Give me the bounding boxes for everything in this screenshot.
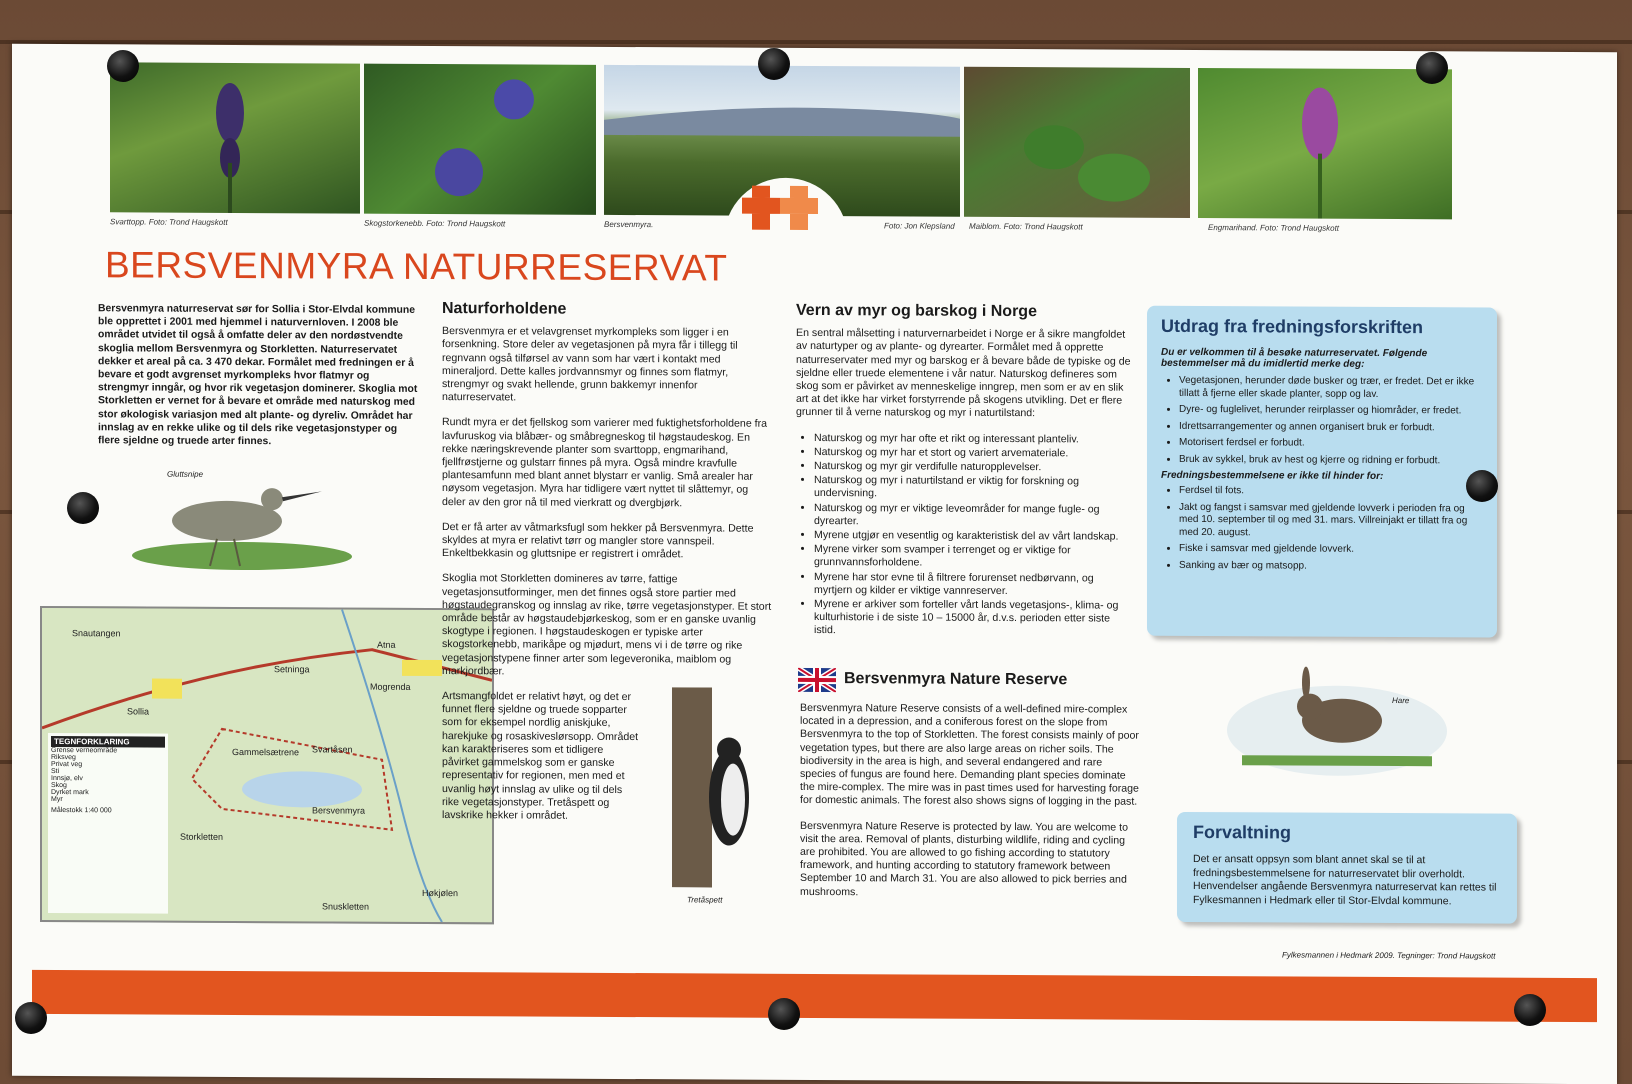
list-item: • Naturskog og myr har et stort og variert arvemateriale. <box>814 446 1131 461</box>
uk-flag-icon <box>798 668 836 692</box>
vern-heading: Vern av myr og barskog i Norge <box>796 301 1037 321</box>
photo-caption: Maiblom. Foto: Trond Haugskott <box>969 221 1083 232</box>
rules-box <box>1147 306 1497 638</box>
vern-list <box>796 432 1131 640</box>
list-item: • Myrene utgjør en vesentlig og karakteristisk del av vårt landskap. <box>814 529 1131 544</box>
photo-maiblom <box>964 67 1190 218</box>
map-place: Setninga <box>274 664 310 675</box>
intro-text: Bersvenmyra naturreservat sør for Sollia i Stor-Elvdal kommune ble opprettet i 2001 med hjemmel i naturvernloven. I 2008 ble området utvidet til også å omfatte deler av den nordøstvendte skoglia mellom Bersvenmyra og Storkletten. Naturreservatet dekker et areal på ca. 3 470 dekar. Formålet med fredningen er å bevare et godt avgrenset myrkompleks hvor flatmyr og strengmyr inngår, og hvor rik vegetasjon dominerer. Skoglia mot Storkletten er vernet for å bevare et område med naturskog med stor økologisk variasjon med alt plante- og dyreliv. Området har innslag av en rekke ulike og til dels rike vegetasjonstyper og flere sjeldne og truede arter finnes. <box>98 303 418 448</box>
area-map <box>40 606 494 924</box>
rules-intro: Du er velkommen til å besøke naturreservatet. Følgende bestemmelser må du imidlertid merke deg: <box>1161 346 1428 370</box>
map-place: Gammelsætrene <box>232 746 300 758</box>
bird-label: Gluttsnipe <box>167 469 204 479</box>
list-item: • Vegetasjonen, herunder døde busker og trær, er fredet. Det er ikke tillatt å fjerne eller skade planter, sopp og lav. <box>1179 375 1483 402</box>
photo-skogstorkenebb <box>364 64 596 215</box>
wood-plank-line <box>0 40 1632 44</box>
credit-line: Fylkesmannen i Hedmark 2009. Tegninger: Trond Haugskott <box>1282 950 1496 961</box>
rules-list <box>1161 375 1483 468</box>
photo-engmarihand <box>1198 68 1452 219</box>
nature-paragraph: Bersvenmyra er et velavgrenset myrkompleks som ligger i en forsenkning. Store deler av vegetasjonen på myra får i tillegg til regnvann også tilførsel av vann som har vært i kontakt med mineraljord. Dette kalles jordvannsmyr og finnes som flatmyr, strengmyr og svakt hellende, grunn bakkemyr innenfor naturreservatet. <box>442 325 738 404</box>
legend-item: Innsjø, elv <box>51 775 83 783</box>
hare-illustration <box>1222 660 1452 781</box>
mounting-bolt <box>1514 994 1546 1026</box>
vern-paragraph: En sentral målsetting i naturvernarbeidet i Norge er å sikre mangfoldet av naturtyper og av plante- og dyrearter. Formålet med å opprette naturreservater med myr og barskog er å bevare både de typiske og de sjeldne eller truede elementene i vår natur. Naturskog defineres som skog som er påvirket av menneskelige inngrep, men som er av en slik art at det ikke har virket forstyrrende på skogens utvikling. Det er flere grunner til å verne naturskog og myr i naturtilstand: <box>796 327 1131 420</box>
map-scale: Målestokk 1:40 000 <box>51 807 112 815</box>
list-item: • Ferdsel til fots. <box>1179 485 1483 499</box>
map-place: Atna <box>377 639 396 650</box>
legend-item: Grense verneområde <box>51 747 118 755</box>
english-paragraph: Bersvenmyra Nature Reserve consists of a well-defined mire-complex located in a depression, and a coniferous forest on the slope from Bersvenmyra to the top of Storkletten. The forest consists mainly of poor vegetation types, but there are also large areas on richer soils. The biodiversity in the area is high, and several endangered and rare species of fungus are found here. Demanding plant species dominate the mire-complex. The mire was in past times used for harvesting forage for domestic animals. The forest also shows signs of logging in the past. <box>800 701 1139 809</box>
list-item: • Motorisert ferdsel er forbudt. <box>1179 437 1483 451</box>
photo-caption: Engmarihand. Foto: Trond Haugskott <box>1208 223 1340 233</box>
list-item: • Naturskog og myr er viktige leveområder for mange fugle- og dyrearter. <box>814 502 1131 530</box>
mounting-bolt <box>67 492 99 524</box>
legend-item: Myr <box>51 796 63 804</box>
hare-label: Hare <box>1392 696 1410 706</box>
nature-heading: Naturforholdene <box>442 300 567 318</box>
photo-svarttopp <box>110 62 360 213</box>
allowed-list <box>1161 485 1483 574</box>
list-item: • Fiske i samsvar med gjeldende lovverk. <box>1179 543 1483 557</box>
page-title: BERSVENMYRA NATURRESERVAT <box>105 244 728 289</box>
legend-item: Privat veg <box>51 761 83 769</box>
legend-title: TEGNFORKLARING <box>51 736 165 748</box>
map-place: Snautangen <box>72 628 121 639</box>
forvaltning-text: Det er ansatt oppsyn som blant annet skal se til at fredningsbestemmelsene for naturreservatet blir overholdt. Henvendelser angående Bersvenmyra naturreservat kan rettes til Fylkesmannen i Hedmark eller til Stor-Elvdal kommune. <box>1193 852 1497 907</box>
map-place: Snuskletten <box>322 901 370 912</box>
nature-paragraph: Rundt myra er det fjellskog som varierer med fuktighetsforholdene fra lavfuruskog via blåbær- og småbregneskog til høgstaudeskog. En rekke næringskrevende planter som svarttopp, engmarihand, fjellfrøstjerne og gulstarr finnes på myra. Også mindre kravfulle plantesamfunn med blant annet blystarr er vanlig. Små arealer har nøysom vegetasjon. Myra har tidligere vært nyttet til slåttemyr, og deler av den gror nå til med vierkratt og dvergbjørk. <box>442 416 768 509</box>
legend-item: Dyrket mark <box>51 789 89 797</box>
list-item: • Sanking av bær og matsopp. <box>1179 559 1483 573</box>
mounting-bolt <box>1466 470 1498 502</box>
legend-item: Sti <box>51 768 60 776</box>
map-place: Mogrenda <box>370 681 411 692</box>
mounting-bolt <box>107 50 139 82</box>
mounting-bolt <box>1416 52 1448 84</box>
nature-reserve-logo <box>724 156 848 241</box>
photo-caption: Svarttopp. Foto: Trond Haugskott <box>110 217 228 227</box>
footer-band <box>32 970 1597 1022</box>
photo-caption: Skogstorkenebb. Foto: Trond Haugskott <box>364 218 506 229</box>
legend-item: Riksveg <box>51 754 76 762</box>
list-item: • Bruk av sykkel, bruk av hest og kjerre og ridning er forbudt. <box>1179 453 1483 467</box>
photo-caption: Bersvenmyra. <box>604 219 654 230</box>
list-item: • Naturskog og myr gir verdifulle naturopplevelser. <box>814 460 1131 475</box>
map-place: Sollia <box>127 706 150 717</box>
list-item: • Myrene virker som svamper i terrenget og er viktige for grunnvannsforholdene. <box>814 543 1131 571</box>
english-paragraph: Bersvenmyra Nature Reserve is protected by law. You are welcome to visit the area. Removal of plants, disturbing wildlife, riding and cycling are prohibited. You are allowed to go fishing according to statutory framework, and hunting according to statutory framework between September 10 and March 31. You are also allowed to pick berries and mushrooms. <box>800 819 1128 898</box>
sign-board <box>12 44 1617 1084</box>
map-place: Svartåsen <box>312 744 353 755</box>
list-item: • Myrene har stor evne til å filtrere forurenset nedbørvann, og myrtjern og kilder er viktige vannreserver. <box>814 571 1131 599</box>
mounting-bolt <box>758 48 790 80</box>
legend-item: Skog <box>51 782 67 790</box>
map-legend <box>48 733 168 914</box>
list-item: • Myrene er arkiver som forteller vårt lands vegetasjons-, klima- og kulturhistorie i de siste 10 – 15000 år, d.v.s. perioden etter siste istid. <box>814 598 1131 639</box>
map-place: Bersvenmyra <box>312 805 366 816</box>
mounting-bolt <box>768 998 800 1030</box>
list-item: • Naturskog og myr i naturtilstand er viktig for forskning og undervisning. <box>814 474 1131 502</box>
mounting-bolt <box>15 1002 47 1034</box>
woodpecker-illustration <box>667 687 762 887</box>
rules-heading: Utdrag fra fredningsforskriften <box>1161 315 1424 338</box>
map-place: Høkjølen <box>422 887 459 899</box>
vern-column <box>796 301 1131 640</box>
list-item: • Naturskog og myr har ofte et rikt og interessant planteliv. <box>814 432 1131 447</box>
forvaltning-heading: Forvaltning <box>1193 821 1291 843</box>
gluttsnipe-illustration <box>122 460 362 581</box>
map-place: Storkletten <box>180 831 224 842</box>
nature-paragraph: Artsmangfoldet er relativt høyt, og det er funnet flere sjeldne og truede sopparter som for eksempel nordlig aniskjuke, harekjuke og rosaskiveslørsopp. Området kan karakteriseres som et tidligere påvirket gammelskog som er ganske representativ for regionen, men med et uvanlig høyt innslag av ulike og til dels rike vegetasjonstyper. Tretåspett og lavskrike hekker i området. <box>442 690 639 822</box>
nature-paragraph: Det er få arter av våtmarksfugl som hekker på Bersvenmyra. Dette skyldes at myra er relativt tørr og mangler store vannspeil. Enkeltbekkasin og gluttsnipe er registrert i området. <box>442 520 754 561</box>
list-item: • Jakt og fangst i samsvar med gjeldende lovverk i perioden fra og med 10. september til og med 31. mars. Villreinjakt er tillatt fra og med 20. august. <box>1179 501 1483 540</box>
woodpecker-label: Tretåspett <box>687 895 723 905</box>
nature-paragraph: Skoglia mot Storkletten domineres av tørre, fattige vegetasjonsutforminger, men det finnes også store partier med høgstaudegranskog og innslag av rike, tørre vegetasjonstyper. Et stort område består av høgstaudebjørkeskog, som er en ganske uvanlig skogtype i regionen. I høgstaudeskogen er typiske arter skogstorkenebb, marikåpe og mjødurt, mens vi i de tørre og rike vegetasjonstypene finner arter som legeveronika, maiblom og markjordbær. <box>442 572 772 678</box>
photo-caption: Foto: Jon Klepsland <box>884 221 955 231</box>
list-item: • Dyre- og fuglelivet, herunder reirplasser og hiområder, er fredet. <box>1179 404 1483 418</box>
list-item: • Idrettsarrangementer og annen organisert bruk er forbudt. <box>1179 420 1483 434</box>
forvaltning-box <box>1177 812 1517 924</box>
english-column <box>800 702 1140 913</box>
rules-subheading: Fredningsbestemmelsene er ikke til hinder for: <box>1161 469 1384 482</box>
english-heading: Bersvenmyra Nature Reserve <box>844 670 1068 689</box>
